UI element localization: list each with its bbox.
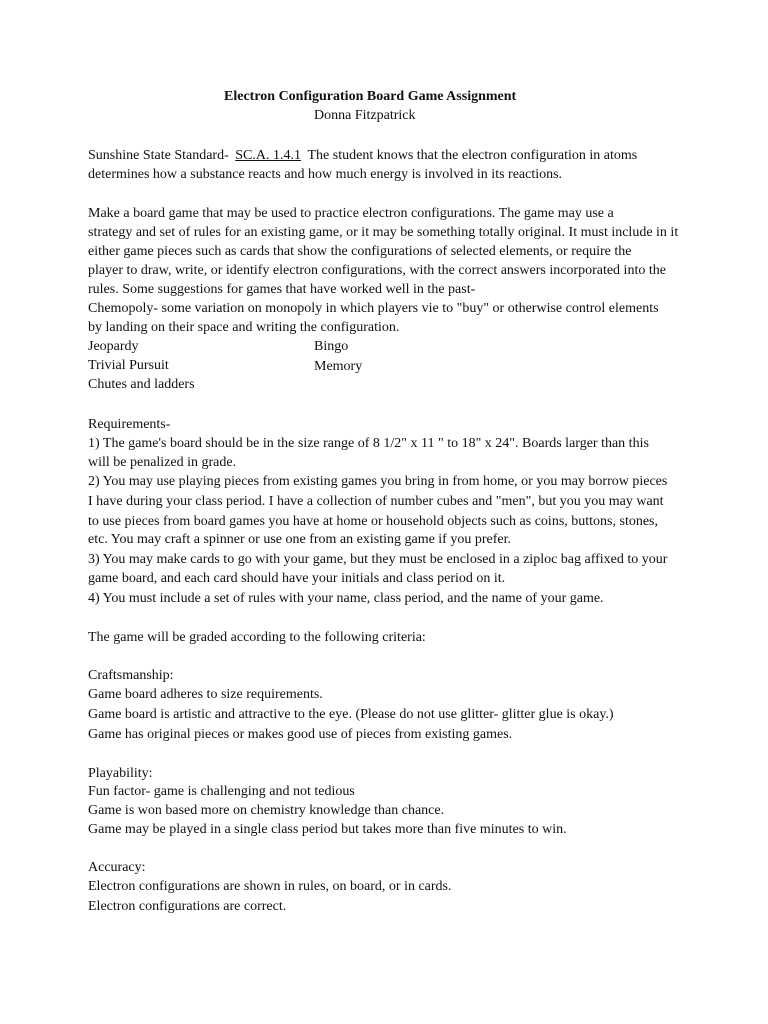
requirement-line: 1) The game's board should be in the size range of 8 1/2" x 11 " to 18" x 24". Boards larger than this [88,436,649,451]
intro-line: by landing on their space and writing the configuration. [88,320,400,335]
criteria-line: Game board is artistic and attractive to the eye. (Please do not use glitter- glitter glue is okay.) [88,707,614,722]
game-suggestion: Memory [314,359,363,374]
game-suggestion: Chutes and ladders [88,377,195,392]
accuracy-heading: Accuracy: [88,860,146,875]
requirement-line: etc. You may craft a spinner or use one from an existing game if you prefer. [88,532,511,547]
intro-line: Chemopoly- some variation on monopoly in which players vie to "buy" or otherwise control elements [88,301,659,316]
document-title: Electron Configuration Board Game Assignment [224,89,517,104]
game-suggestion: Bingo [314,339,349,354]
game-suggestion: Trivial Pursuit [88,358,169,373]
intro-line: strategy and set of rules for an existing game, or it may be something totally original. It must include in it [88,225,679,240]
criteria-line: Fun factor- game is challenging and not tedious [88,784,355,799]
criteria-line: Electron configurations are correct. [88,899,287,914]
requirement-line: 4) You must include a set of rules with your name, class period, and the name of your game. [88,591,604,606]
standard-label: Sunshine State Standard- [88,148,229,163]
criteria-line: Game board adheres to size requirements. [88,687,323,702]
requirement-line: I have during your class period. I have a collection of number cubes and "men", but you you may want [88,494,664,509]
requirement-line: will be penalized in grade. [88,455,237,470]
craftsmanship-heading: Craftsmanship: [88,668,174,683]
grading-intro: The game will be graded according to the following criteria: [88,630,426,645]
intro-line: Make a board game that may be used to practice electron configurations. The game may use a [88,206,614,221]
intro-line: player to draw, write, or identify electron configurations, with the correct answers incorporated into the [88,263,666,278]
document-author: Donna Fitzpatrick [314,108,416,123]
intro-line: either game pieces such as cards that show the configurations of selected elements, or require the [88,244,632,259]
requirement-line: 2) You may use playing pieces from existing games you bring in from home, or you may borrow pieces [88,474,668,489]
requirement-line: to use pieces from board games you have at home or household objects such as coins, buttons, stones, [88,514,658,529]
standard-code: SC.A. 1.4.1 [235,148,301,163]
criteria-line: Game is won based more on chemistry knowledge than chance. [88,803,445,818]
requirements-heading: Requirements- [88,417,171,432]
standard-text-1: The student knows that the electron configuration in atoms [307,148,638,163]
playability-heading: Playability: [88,766,153,781]
requirement-line: game board, and each card should have your initials and class period on it. [88,571,506,586]
standard-line-2: determines how a substance reacts and how much energy is involved in its reactions. [88,167,563,182]
requirement-line: 3) You may make cards to go with your game, but they must be enclosed in a ziploc bag affixed to your [88,552,668,567]
game-suggestion: Jeopardy [88,339,139,354]
criteria-line: Game may be played in a single class period but takes more than five minutes to win. [88,822,567,837]
criteria-line: Game has original pieces or makes good use of pieces from existing games. [88,727,513,742]
intro-line: rules. Some suggestions for games that have worked well in the past- [88,282,476,297]
criteria-line: Electron configurations are shown in rules, on board, or in cards. [88,879,452,894]
standard-line-1 [88,147,637,165]
